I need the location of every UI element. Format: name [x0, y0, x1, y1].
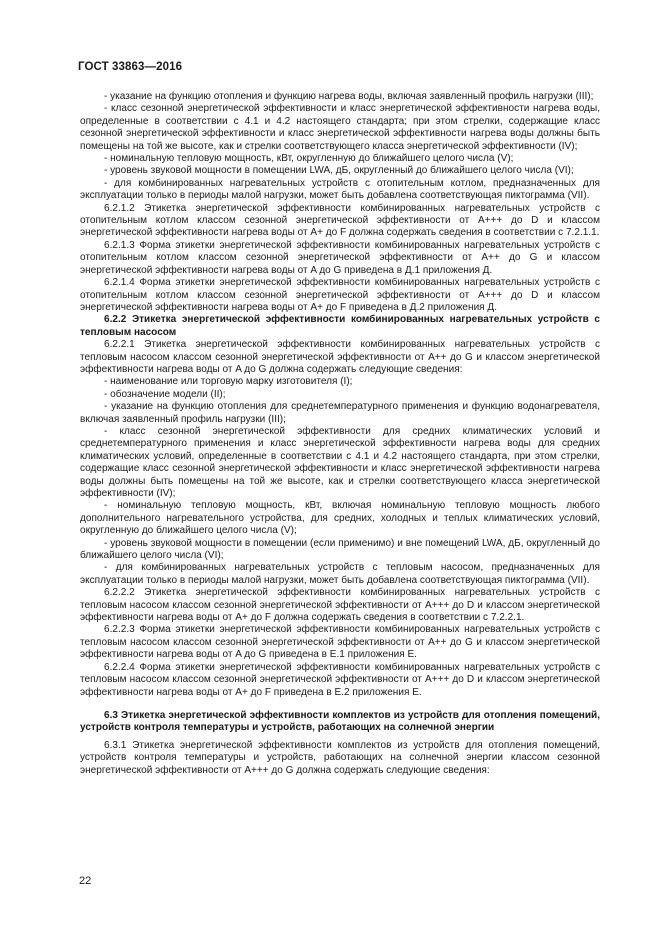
standard-designation: ГОСТ 33863—2016 — [78, 61, 183, 73]
clause-6-2-1-4: 6.2.1.4 Форма этикетки энергетической эффективности комбинированных нагревательных устройств с отопительным котлом классом сезонной энергетической эффективности от A+++ до D и классом энергетической эффективности нагрева воды от A+ до F приведена в Д.2 приложения Д. — [80, 277, 600, 313]
list-item: - номинальную тепловую мощность, кВт, включая номинальную тепловую мощность любого дополнительного нагревательного устройства, для средних, холодных и теплых климатических условий, округленную до ближайшего целого числа (V); — [80, 500, 600, 537]
list-item: - для комбинированных нагревательных устройств с тепловым насосом, предназначенных для эксплуатации только в периоды малой нагрузки, может быть добавлена соответствующая пиктограмма (VII). — [80, 562, 600, 586]
clause-6-2-1-3: 6.2.1.3 Форма этикетки энергетической эффективности комбинированных нагревательных устройств с отопительным котлом классом сезонной энергетической эффективности от A++ до G и классом энергетической эффективности нагрева воды от A до G приведена в Д.1 приложения Д. — [80, 239, 600, 276]
clause-6-3-1: 6.3.1 Этикетка энергетической эффективности комплектов из устройств для отопления помещений, устройств контроля температуры и устройств, работающих на солнечной энергии классом сезонной энергетической эффективности от A+++ до G должна содержать следующие сведения: — [80, 739, 600, 776]
list-item: - для комбинированных нагревательных устройств с отопительным котлом, предназначенных для эксплуатации только в периоды малой нагрузки, может быть добавлена соответствующая пиктограмма (VII). — [80, 177, 600, 202]
list-item: - указание на функцию отопления для среднетемпературного применения и функцию водонагревателя, включая заявленный профиль нагрузки (III); — [80, 401, 600, 425]
list-item: - указание на функцию отопления и функцию нагрева воды, включая заявленный профиль нагрузки (III); — [104, 91, 594, 102]
clause-6-2-2-2: 6.2.2.2 Этикетка энергетической эффективности комбинированных нагревательных устройств с тепловым насосом классом сезонной энергетической эффективности от A+++ до D и классом энергетической эффективности нагрева воды от A+ до F должна содержать сведения в соответствии с 7.2.2.1. — [80, 587, 600, 624]
clause-6-2-2-4: 6.2.2.4 Форма этикетки энергетической эффективности комбинированных нагревательных устройств с тепловым насосом классом сезонной энергетической эффективности от A+++ до D и классом энергетической эффективности нагрева воды от A+ до F приведена в Е.2 приложения Е. — [80, 661, 600, 698]
list-item: - наименование или торговую марку изготовителя (I); — [104, 376, 353, 388]
list-item: - класс сезонной энергетической эффективности и класс энергетической эффективности нагрева воды, определенные в соответствии с 4.1 и 4.2 настоящего стандарта; при этом стрелки, содержащие класс сезонной энергетической эффективности и класс энергетической эффективности нагрева воды должны быть помещены на той же высоте, как и стрелки соответствующего класса энергетической эффективности (IV); — [80, 103, 600, 152]
list-item: - уровень звуковой мощности в помещении (если применимо) и вне помещений LWA, дБ, округленный до ближайшего целого числа (VI); — [80, 537, 600, 562]
list-item: - уровень звуковой мощности в помещении LWA, дБ, округленный до ближайшего целого числа (VI); — [104, 165, 574, 177]
clause-6-2-1-2: 6.2.1.2 Этикетка энергетической эффективности комбинированных нагревательных устройств с отопительным котлом классом сезонной энергетической эффективности от A+++ до D и классом энергетической эффективности нагрева воды от A+ до F должна содержать сведения в соответствии с 7.2.1.1. — [80, 202, 600, 239]
list-item: - обозначение модели (II); — [104, 388, 226, 400]
list-item: - класс сезонной энергетической эффективности для средних климатических условий и среднетемпературного применения и класс энергетической эффективности нагрева воды для средних климатических условий, определенные в соответствии с 4.1 и 4.2 настоящего стандарта, при этом стрелки, содержащие класс сезонной энергетической эффективности и класс энергетической эффективности нагрева воды должны быть помещены на той же высоте, как и стрелки соответствующего класса энергетической эффективности (IV); — [80, 425, 600, 499]
page-number: 22 — [79, 875, 92, 887]
section-heading-6-2-2: 6.2.2 Этикетка энергетической эффективности комбинированных нагревательных устройств с тепловым насосом — [80, 314, 600, 338]
clause-6-2-2-1: 6.2.2.1 Этикетка энергетической эффективности комбинированных нагревательных устройств с тепловым насосом классом сезонной энергетической эффективности от A++ до G и классом энергетической эффективности нагрева воды от A до G должна содержать следующие сведения: — [80, 339, 600, 375]
section-heading-6-3: 6.3 Этикетка энергетической эффективности комплектов из устройств для отопления помещений, устройств контроля температуры и устройств, работающих на солнечной энергии — [80, 709, 600, 734]
list-item: - номинальную тепловую мощность, кВт, округленную до ближайшего целого числа (V); — [104, 153, 514, 165]
document-body — [80, 91, 600, 777]
clause-6-2-2-3: 6.2.2.3 Форма этикетки энергетической эффективности комбинированных нагревательных устройств с тепловым насосом классом сезонной энергетической эффективности от A++ до G и классом энергетической эффективности нагрева воды от A до G приведена в Е.1 приложения Е. — [80, 624, 600, 661]
